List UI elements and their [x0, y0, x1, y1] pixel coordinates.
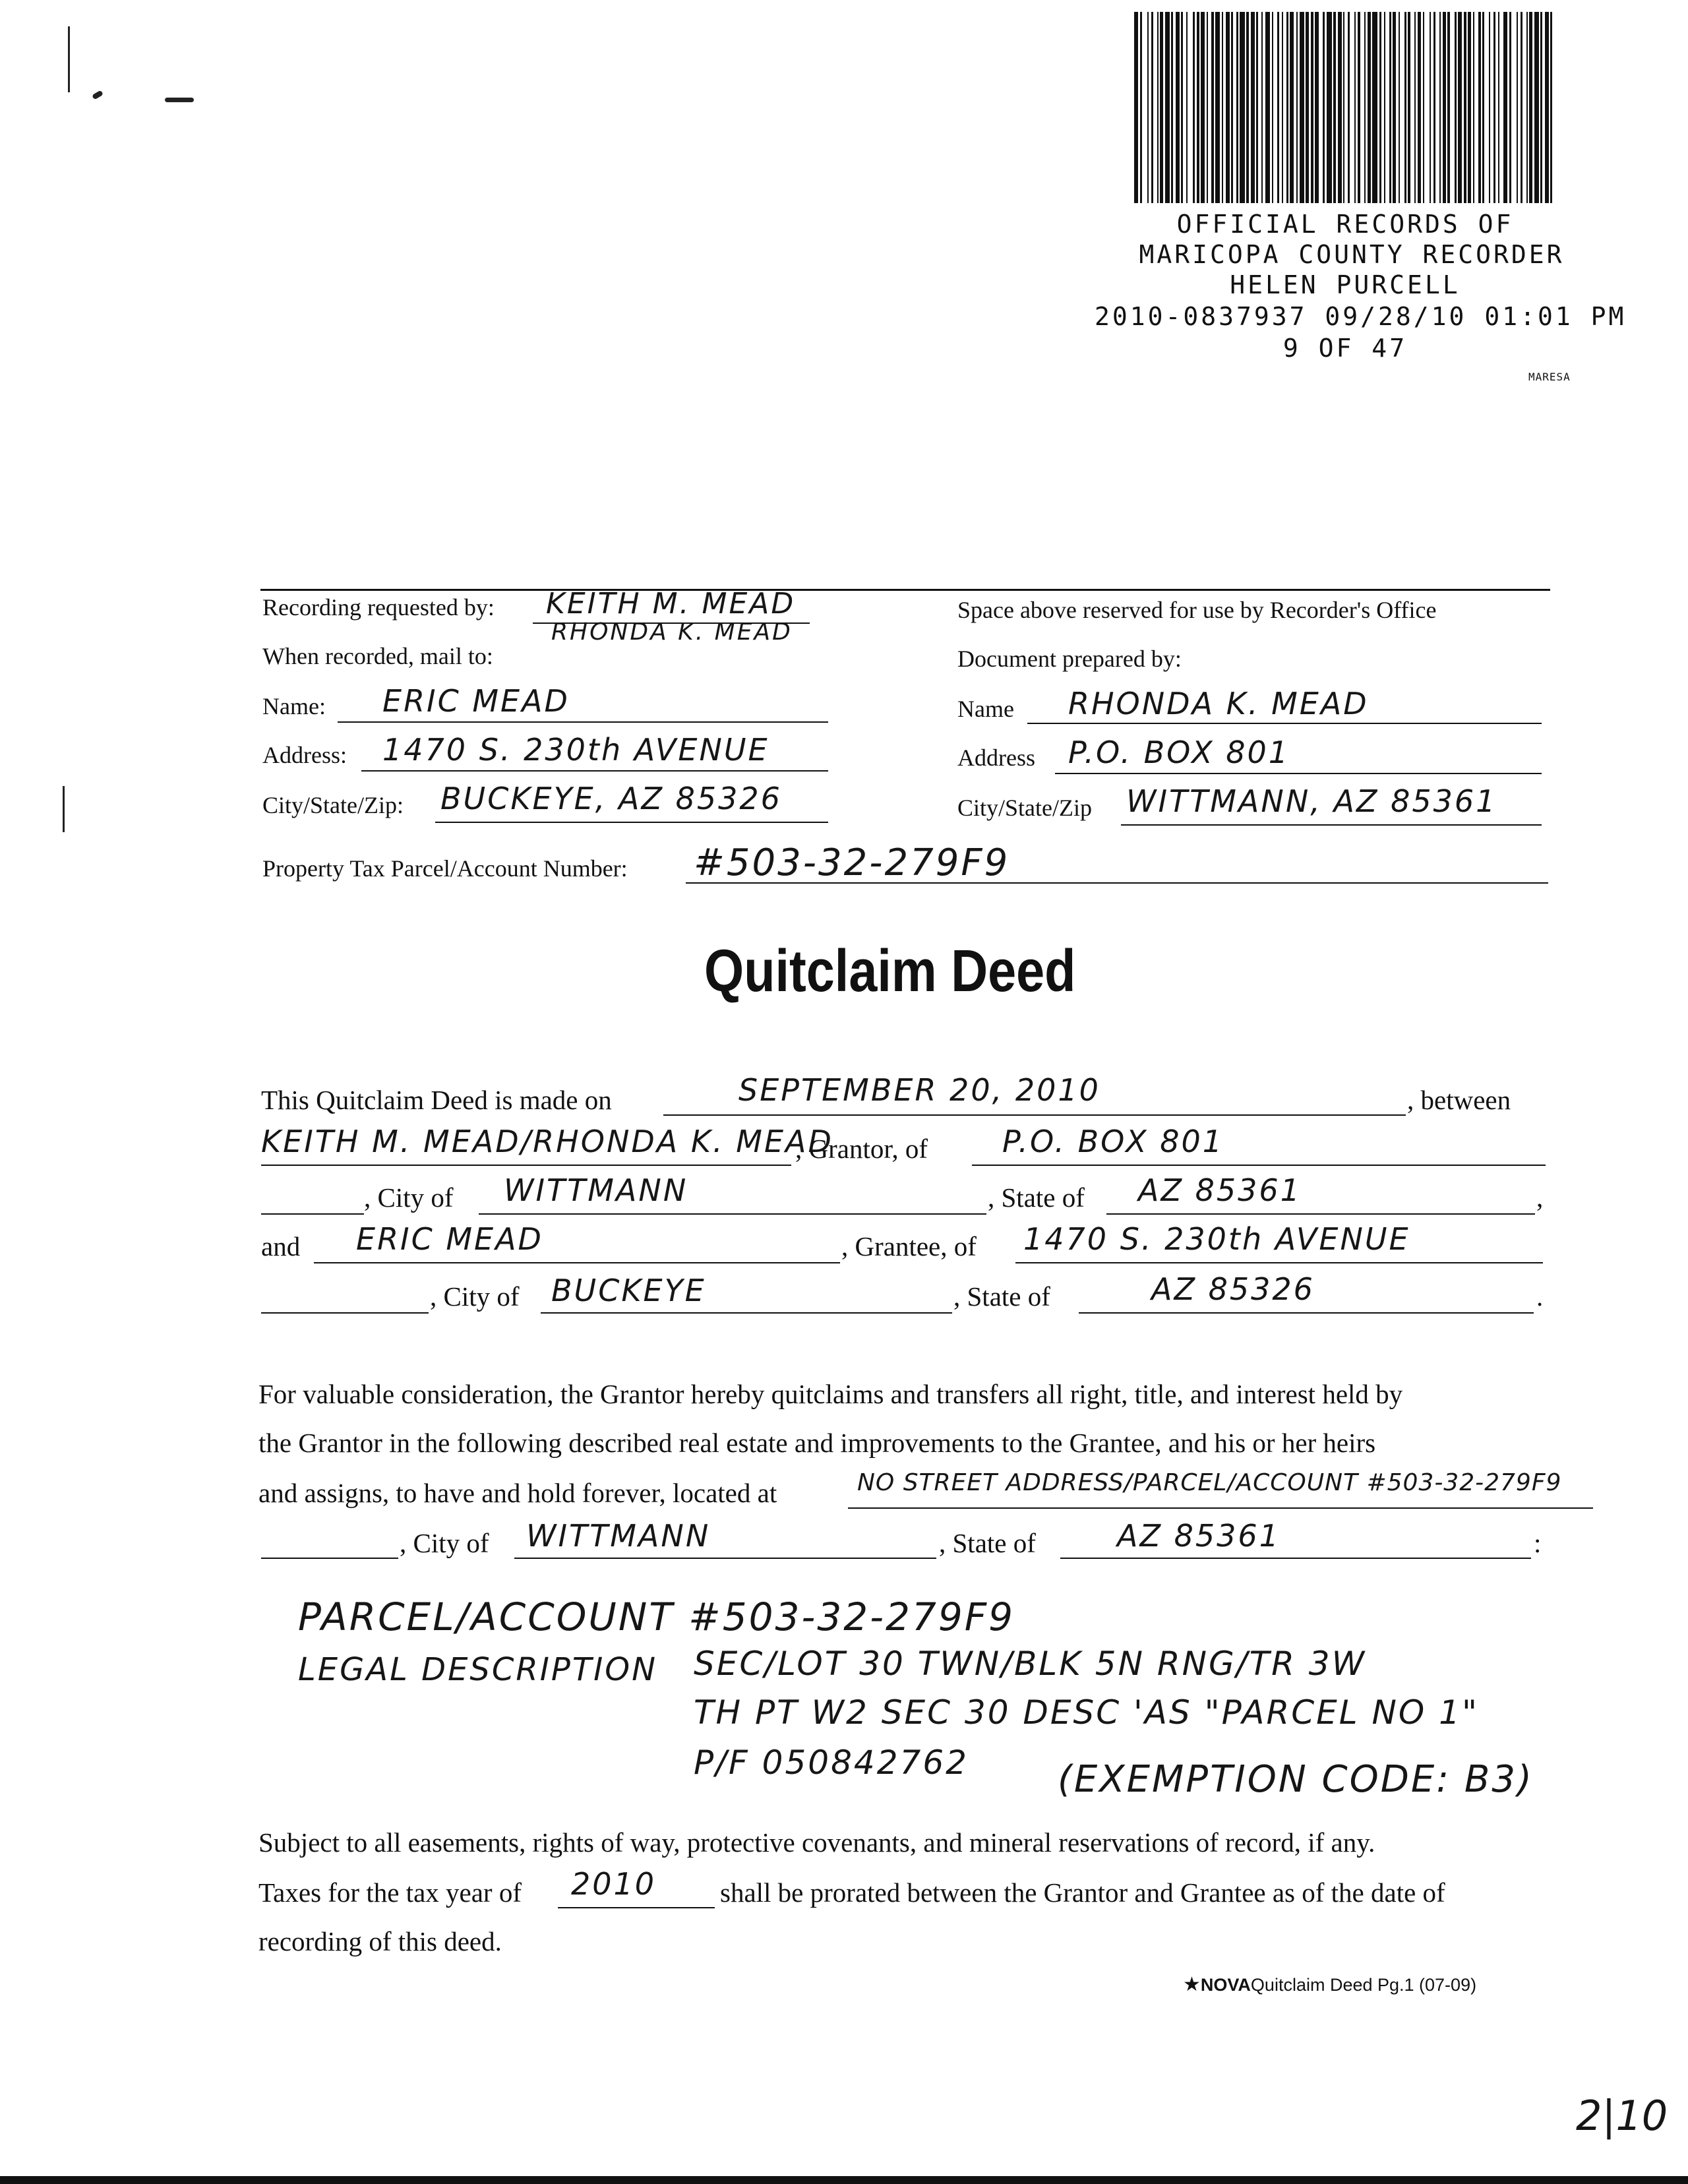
star-icon: ★: [1183, 1974, 1201, 1995]
grantor-street-blank: [261, 1213, 364, 1215]
grantee-address-underline: [1015, 1262, 1543, 1263]
tax-year-underline: [558, 1907, 715, 1908]
grantor-state: AZ 85361: [1138, 1172, 1302, 1208]
barcode-bar: [1215, 12, 1220, 203]
prep-address-label: Address: [957, 744, 1035, 771]
grantor-of-text: , Grantor, of: [795, 1134, 928, 1164]
barcode-bar: [1455, 12, 1457, 203]
between-text: , between: [1407, 1085, 1511, 1115]
barcode-bar: [1468, 12, 1471, 203]
location-city: WITTMANN: [526, 1518, 711, 1554]
prep-city-label: City/State/Zip: [957, 795, 1092, 821]
document-title: Quitclaim Deed: [704, 938, 1076, 1004]
address-value: 1470 S. 230th AVENUE: [382, 732, 769, 768]
consideration-line-3: and assigns, to have and hold forever, located at: [258, 1478, 777, 1508]
barcode-bar: [1186, 12, 1188, 203]
prep-city-value: WITTMANN, AZ 85361: [1126, 783, 1497, 819]
location-value: NO STREET ADDRESS/PARCEL/ACCOUNT #503-32-279F9: [857, 1469, 1562, 1496]
recording-requested-value-1: KEITH M. MEAD: [546, 587, 796, 621]
stamp-line-4: 2010-0837937 09/28/10 01:01 PM: [1095, 302, 1627, 331]
address-underline: [361, 770, 828, 772]
barcode-bar: [1372, 12, 1377, 203]
grantee-street-blank: [261, 1312, 429, 1314]
barcode-bar: [1503, 12, 1507, 203]
barcode-bar: [1176, 12, 1180, 203]
barcode-bar: [1300, 12, 1304, 203]
barcode-bar: [1509, 12, 1511, 203]
consideration-line-2: the Grantor in the following described real estate and improvements to the Grantee, and his or her heirs: [258, 1428, 1376, 1458]
grantor-state-underline: [1106, 1213, 1535, 1215]
barcode-bar: [1343, 12, 1344, 203]
recording-barcode: [1134, 12, 1553, 203]
barcode-bar: [1399, 12, 1400, 203]
barcode-bar: [1545, 12, 1549, 203]
barcode-bar: [1439, 12, 1441, 203]
parcel-underline: [686, 882, 1548, 884]
location-state-of-text: , State of: [939, 1528, 1036, 1558]
barcode-bar: [1327, 12, 1332, 203]
legal-line-3: TH PT W2 SEC 30 DESC 'AS "PARCEL NO 1": [694, 1693, 1479, 1732]
name-label: Name:: [262, 693, 326, 719]
barcode-bar: [1140, 12, 1142, 203]
barcode-bar: [1550, 12, 1552, 203]
stamp-line-5: 9 OF 47: [1282, 334, 1408, 363]
grantee-period: .: [1536, 1281, 1544, 1312]
grantor-address-underline: [972, 1165, 1546, 1166]
barcode-bar: [1517, 12, 1518, 203]
barcode-bar: [1464, 12, 1466, 203]
prep-address-value: P.O. BOX 801: [1068, 735, 1290, 770]
barcode-bar: [1338, 12, 1342, 203]
barcode-bar: [1358, 12, 1360, 203]
location-colon: :: [1534, 1528, 1542, 1558]
barcode-bar: [1256, 12, 1258, 203]
barcode-bar: [1147, 12, 1149, 203]
barcode-bar: [1265, 12, 1270, 203]
footer-text: Quitclaim Deed Pg.1 (07-09): [1250, 1975, 1477, 1995]
page-mark: 2|10: [1576, 2092, 1668, 2140]
barcode-bar: [1151, 12, 1153, 203]
barcode-bar: [1368, 12, 1371, 203]
grantee-city-of-text: , City of: [430, 1281, 520, 1312]
barcode-bar: [1226, 12, 1230, 203]
barcode-bar: [1134, 12, 1138, 203]
grantor-city-of-text: , City of: [364, 1182, 454, 1213]
location-city-of-text: , City of: [400, 1528, 489, 1558]
scan-mark: [63, 786, 65, 832]
scan-mark: [165, 98, 194, 102]
barcode-bar: [1306, 12, 1309, 203]
prep-name-label: Name: [957, 696, 1014, 722]
barcode-bar: [1354, 12, 1356, 203]
address-label: Address:: [262, 742, 347, 768]
barcode-bar: [1286, 12, 1288, 203]
barcode-bar: [1236, 12, 1238, 203]
subject-line-3: recording of this deed.: [258, 1926, 502, 1957]
exemption-code: (EXEMPTION CODE: B3): [1058, 1758, 1534, 1801]
barcode-bar: [1521, 12, 1522, 203]
barcode-bar: [1458, 12, 1462, 203]
grantor-city-underline: [479, 1213, 986, 1215]
barcode-bar: [1430, 12, 1431, 203]
grantee-of-text: , Grantee, of: [841, 1231, 977, 1261]
and-text: and: [261, 1231, 301, 1261]
header-rule: [260, 589, 1550, 591]
grantor-comma: ,: [1536, 1182, 1544, 1213]
barcode-bar: [1423, 12, 1424, 203]
scan-mark: [68, 26, 70, 92]
barcode-bar: [1526, 12, 1528, 203]
parcel-label: Property Tax Parcel/Account Number:: [262, 855, 628, 882]
stamp-line-2: MARICOPA COUNTY RECORDER: [1139, 240, 1565, 269]
grantor-address: P.O. BOX 801: [1002, 1124, 1224, 1159]
barcode-bar: [1181, 12, 1183, 203]
parcel-value: #503-32-279F9: [694, 841, 1010, 884]
location-city-underline: [514, 1558, 936, 1559]
barcode-bar: [1160, 12, 1163, 203]
barcode-bar: [1534, 12, 1539, 203]
legal-line-4: P/F 050842762: [694, 1744, 969, 1782]
barcode-bar: [1489, 12, 1490, 203]
location-street-blank: [261, 1558, 398, 1559]
footer-brand: NOVA: [1200, 1975, 1251, 1995]
grantee-name: ERIC MEAD: [356, 1221, 543, 1257]
scan-border-bottom: [0, 2176, 1688, 2184]
legal-parcel-line: PARCEL/ACCOUNT #503-32-279F9: [298, 1594, 1015, 1639]
barcode-bar: [1393, 12, 1396, 203]
barcode-bar: [1433, 12, 1435, 203]
barcode-bar: [1290, 12, 1294, 203]
barcode-bar: [1207, 12, 1208, 203]
barcode-bar: [1261, 12, 1263, 203]
barcode-bar: [1282, 12, 1283, 203]
barcode-bar: [1157, 12, 1159, 203]
barcode-bar: [1473, 12, 1474, 203]
recording-requested-label: Recording requested by:: [262, 594, 495, 621]
grantee-underline: [314, 1262, 840, 1263]
grantor-state-of-text: , State of: [988, 1182, 1085, 1213]
grantor-name: KEITH M. MEAD/RHONDA K. MEAD: [261, 1124, 833, 1159]
barcode-bar: [1197, 12, 1199, 203]
barcode-bar: [1478, 12, 1481, 203]
date-underline: [663, 1114, 1406, 1116]
barcode-bar: [1323, 12, 1325, 203]
consideration-line-1: For valuable consideration, the Grantor hereby quitclaims and transfers all right, title, and interest held by: [258, 1379, 1403, 1409]
reserved-label: Space above reserved for use by Recorder's Office: [957, 597, 1437, 623]
barcode-bar: [1315, 12, 1319, 203]
grantor-city: WITTMANN: [504, 1172, 688, 1208]
grantee-city: BUCKEYE: [551, 1273, 706, 1308]
legal-line-2: SEC/LOT 30 TWN/BLK 5N RNG/TR 3W: [694, 1645, 1367, 1683]
barcode-bar: [1404, 12, 1406, 203]
location-state-underline: [1060, 1558, 1531, 1559]
barcode-bar: [1443, 12, 1446, 203]
barcode-bar: [1447, 12, 1450, 203]
barcode-bar: [1389, 12, 1391, 203]
grantee-city-underline: [541, 1312, 952, 1314]
legal-description-label: LEGAL DESCRIPTION: [298, 1651, 657, 1688]
recording-requested-value-2: RHONDA K. MEAD: [551, 619, 793, 646]
stamp-line-1: OFFICIAL RECORDS OF: [1176, 210, 1514, 239]
grantee-state: AZ 85326: [1151, 1271, 1315, 1307]
when-recorded-label: When recorded, mail to:: [262, 643, 493, 669]
barcode-bar: [1348, 12, 1350, 203]
stamp-line-3: HELEN PURCELL: [1230, 270, 1461, 299]
barcode-bar: [1231, 12, 1233, 203]
barcode-bar: [1408, 12, 1410, 203]
city-underline: [435, 822, 828, 823]
stamp-clerk: MARESA: [1528, 371, 1571, 383]
prep-address-underline: [1055, 773, 1542, 774]
tax-year: 2010: [571, 1866, 657, 1902]
barcode-bar: [1211, 12, 1214, 203]
made-on-text: This Quitclaim Deed is made on: [261, 1085, 612, 1115]
deed-date: SEPTEMBER 20, 2010: [738, 1072, 1100, 1108]
barcode-bar: [1384, 12, 1385, 203]
taxes-suffix: shall be prorated between the Grantor and Grantee as of the date of: [720, 1877, 1445, 1908]
location-underline: [848, 1507, 1593, 1509]
location-state: AZ 85361: [1117, 1518, 1281, 1554]
barcode-bar: [1333, 12, 1336, 203]
barcode-bar: [1171, 12, 1173, 203]
prep-name-value: RHONDA K. MEAD: [1068, 686, 1369, 721]
barcode-bar: [1193, 12, 1195, 203]
grantor-underline: [261, 1165, 791, 1166]
barcode-bar: [1251, 12, 1255, 203]
barcode-bar: [1540, 12, 1542, 203]
barcode-bar: [1240, 12, 1245, 203]
grantee-state-underline: [1079, 1312, 1534, 1314]
prep-city-underline: [1121, 824, 1542, 826]
barcode-bar: [1222, 12, 1223, 203]
barcode-bar: [1379, 12, 1381, 203]
subject-line-1: Subject to all easements, rights of way, protective covenants, and mineral reservations of record, if any.: [258, 1827, 1375, 1858]
scan-mark: [92, 90, 104, 100]
barcode-bar: [1418, 12, 1421, 203]
barcode-bar: [1493, 12, 1495, 203]
barcode-bar: [1277, 12, 1279, 203]
grantee-address: 1470 S. 230th AVENUE: [1023, 1221, 1410, 1257]
prep-name-underline: [1027, 723, 1542, 724]
barcode-bar: [1165, 12, 1170, 203]
prepared-label: Document prepared by:: [957, 646, 1182, 672]
city-label: City/State/Zip:: [262, 792, 404, 818]
barcode-bar: [1482, 12, 1484, 203]
name-value: ERIC MEAD: [382, 683, 570, 719]
barcode-bar: [1201, 12, 1205, 203]
barcode-bar: [1364, 12, 1366, 203]
taxes-prefix: Taxes for the tax year of: [258, 1877, 522, 1908]
barcode-bar: [1529, 12, 1532, 203]
barcode-bar: [1296, 12, 1298, 203]
city-value: BUCKEYE, AZ 85326: [440, 781, 782, 816]
form-footer: [1183, 1973, 1476, 1996]
barcode-bar: [1272, 12, 1273, 203]
name-underline: [338, 721, 828, 723]
barcode-bar: [1498, 12, 1499, 203]
barcode-bar: [1246, 12, 1249, 203]
barcode-bar: [1414, 12, 1416, 203]
grantee-state-of-text: , State of: [953, 1281, 1050, 1312]
barcode-bar: [1311, 12, 1313, 203]
